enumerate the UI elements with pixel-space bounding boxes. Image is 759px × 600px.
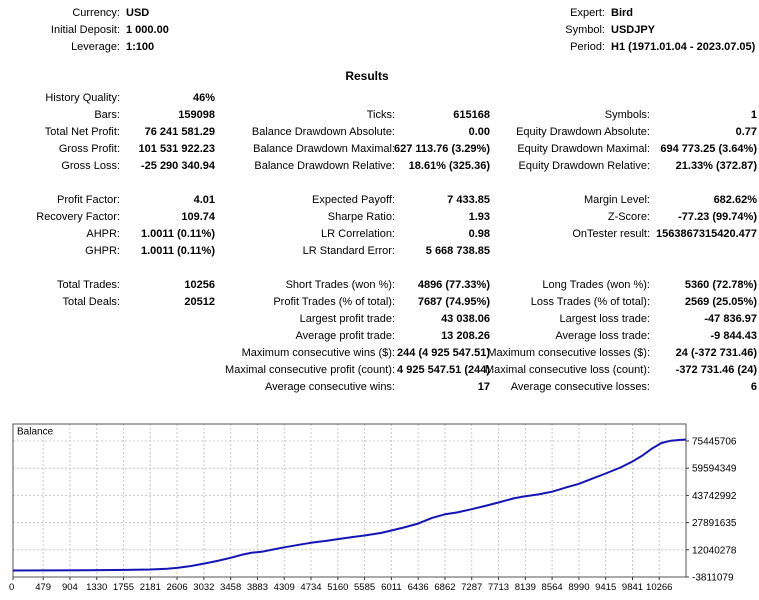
stat-value xyxy=(120,378,215,395)
stat-label: Z-Score: xyxy=(607,210,650,223)
stat-value: 101 531 922.23 xyxy=(138,142,215,155)
plot-background xyxy=(13,424,686,577)
stat-value: 1.0011 (0.11%) xyxy=(140,244,215,257)
x-axis-label: 8139 xyxy=(514,582,536,593)
stats-grid xyxy=(0,89,759,395)
stat-value: 5360 (72.78%) xyxy=(684,278,757,291)
stat-label: Gross Profit: xyxy=(58,142,120,155)
header-label: Symbol: xyxy=(565,23,605,36)
stat-label: Equity Drawdown Maximal: xyxy=(517,142,650,155)
stat-value: 7 433.85 xyxy=(447,193,490,206)
stats-row xyxy=(0,106,759,123)
stat-value xyxy=(650,89,757,106)
x-axis-label: 10266 xyxy=(646,582,673,593)
stat-label: Ticks: xyxy=(366,108,395,121)
stat-label: Recovery Factor: xyxy=(36,210,120,223)
x-axis-label: 904 xyxy=(61,582,78,593)
stat-label: Maximal consecutive profit (count): xyxy=(225,363,395,376)
stat-value: 1.0011 (0.11%) xyxy=(140,227,215,240)
chart-title: Balance xyxy=(17,426,54,438)
stat-value: 244 (4 925 547.51) xyxy=(397,346,490,359)
stat-value: -25 290 340.94 xyxy=(140,159,215,172)
stat-value: 2569 (25.05%) xyxy=(684,295,757,308)
stat-value xyxy=(120,361,215,378)
x-axis-label: 9841 xyxy=(621,582,644,593)
header-label: Leverage: xyxy=(71,40,120,53)
stat-label: Equity Drawdown Absolute: xyxy=(516,125,650,138)
header-row xyxy=(450,38,755,55)
stat-value: 0.00 xyxy=(468,125,490,138)
stat-label: Symbols: xyxy=(604,108,650,121)
stat-value: 694 773.25 (3.64%) xyxy=(660,142,757,155)
stat-label: History Quality: xyxy=(45,91,120,104)
header-label: Initial Deposit: xyxy=(50,23,120,36)
x-axis-label: 4309 xyxy=(273,582,295,593)
stat-value: 18.61% (325.36) xyxy=(408,159,490,172)
stats-row xyxy=(0,140,759,157)
stats-row xyxy=(0,208,759,225)
stat-label: Bars: xyxy=(94,108,120,121)
stats-row xyxy=(0,123,759,140)
section-spacer xyxy=(0,174,759,191)
stat-label: Maximal consecutive loss (count): xyxy=(484,363,650,376)
y-axis-label: -3811079 xyxy=(692,572,734,584)
x-axis-label: 4734 xyxy=(300,582,322,593)
balance-chart xyxy=(0,415,759,600)
stat-label: OnTester result: xyxy=(572,227,650,240)
stat-label: Balance Drawdown Maximal: xyxy=(253,142,395,155)
stat-label: Average loss trade: xyxy=(555,329,650,342)
stat-label: LR Standard Error: xyxy=(302,244,395,257)
stat-label: Maximum consecutive losses ($): xyxy=(487,346,650,359)
stat-value: 46% xyxy=(192,91,215,104)
x-axis-label: 3458 xyxy=(220,582,242,593)
x-axis-label: 8564 xyxy=(541,582,563,593)
y-axis-label: 12040278 xyxy=(692,545,737,557)
header-row xyxy=(450,4,755,21)
stat-label xyxy=(0,378,120,395)
stat-label: Maximum consecutive wins ($): xyxy=(241,346,395,359)
stats-row xyxy=(0,293,759,310)
stat-label: Short Trades (won %): xyxy=(285,278,395,291)
y-axis-label: 27891635 xyxy=(692,518,737,530)
stats-row xyxy=(0,344,759,361)
stat-label: Average consecutive losses: xyxy=(510,380,650,393)
stat-value: -47 836.97 xyxy=(704,312,757,325)
stat-label: Profit Factor: xyxy=(57,193,120,206)
stat-value: -77.23 (99.74%) xyxy=(678,210,757,223)
stat-value: 21.33% (372.87) xyxy=(675,159,757,172)
x-axis-label: 7713 xyxy=(487,582,510,593)
stat-label xyxy=(0,361,120,378)
x-axis-label: 1330 xyxy=(86,582,108,593)
stat-value xyxy=(120,327,215,344)
stat-value: 6 xyxy=(750,380,757,393)
stat-value: 1563867315420.477 xyxy=(656,227,757,240)
header-row xyxy=(450,21,755,38)
stat-label: Largest loss trade: xyxy=(559,312,650,325)
stat-label xyxy=(490,242,650,259)
stats-row xyxy=(0,242,759,259)
stat-label: Equity Drawdown Relative: xyxy=(518,159,650,172)
stat-label: Balance Drawdown Absolute: xyxy=(251,125,395,138)
stat-value: 4 925 547.51 (244) xyxy=(397,363,490,376)
x-axis-label: 479 xyxy=(35,582,52,593)
header-settings-left xyxy=(0,4,169,55)
stat-value: 627 113.76 (3.29%) xyxy=(393,142,490,155)
stat-value: 0.98 xyxy=(468,227,490,240)
stat-value: -372 731.46 (24) xyxy=(675,363,757,376)
stat-value xyxy=(120,344,215,361)
stat-label: Average profit trade: xyxy=(295,329,395,342)
stats-row xyxy=(0,327,759,344)
stat-value: -9 844.43 xyxy=(710,329,757,342)
stat-label: AHPR: xyxy=(86,227,120,240)
stat-value: 13 208.26 xyxy=(441,329,490,342)
stat-label: Margin Level: xyxy=(583,193,650,206)
stat-label: Average consecutive wins: xyxy=(264,380,395,393)
stat-label: Long Trades (won %): xyxy=(542,278,650,291)
x-axis-label: 3032 xyxy=(193,582,215,593)
header-value: H1 (1971.01.04 - 2023.07.05) xyxy=(611,40,756,53)
header-row xyxy=(0,4,169,21)
header-row xyxy=(0,38,169,55)
stat-value xyxy=(120,310,215,327)
stat-value: 7687 (74.95%) xyxy=(417,295,490,308)
stat-label: Largest profit trade: xyxy=(299,312,395,325)
stat-value: 4.01 xyxy=(193,193,215,206)
header-label: Period: xyxy=(570,40,605,53)
stat-value: 76 241 581.29 xyxy=(144,125,215,138)
stat-label: Expected Payoff: xyxy=(312,193,395,206)
results-title: Results xyxy=(345,69,389,83)
stat-value: 1 xyxy=(750,108,757,121)
stat-label xyxy=(0,310,120,327)
y-axis-label: 59594349 xyxy=(692,463,737,475)
header-value: 1:100 xyxy=(126,40,155,53)
stat-label: Total Trades: xyxy=(57,278,120,291)
stat-label: Balance Drawdown Relative: xyxy=(254,159,395,172)
y-axis-label: 75445706 xyxy=(692,436,737,448)
header-label: Currency: xyxy=(72,6,120,19)
x-axis-label: 9415 xyxy=(595,582,617,593)
stat-value: 17 xyxy=(477,380,490,393)
section-spacer xyxy=(0,259,759,276)
header-value: USD xyxy=(126,6,150,19)
stat-label: Total Net Profit: xyxy=(44,125,120,138)
stat-value xyxy=(395,89,490,106)
stat-value: 109.74 xyxy=(181,210,215,223)
stat-value: 615168 xyxy=(453,108,490,121)
stats-row xyxy=(0,310,759,327)
stats-row xyxy=(0,191,759,208)
stat-value: 43 038.06 xyxy=(441,312,490,325)
stat-label xyxy=(0,344,120,361)
stat-label: LR Correlation: xyxy=(321,227,395,240)
stats-row xyxy=(0,361,759,378)
stat-label xyxy=(215,89,395,106)
stats-row xyxy=(0,225,759,242)
stat-label: Loss Trades (% of total): xyxy=(530,295,650,308)
stat-value: 5 668 738.85 xyxy=(425,244,490,257)
x-axis-label: 6436 xyxy=(407,582,429,593)
stat-label xyxy=(0,327,120,344)
stat-value: 20512 xyxy=(184,295,215,308)
header-label: Expert: xyxy=(570,6,605,19)
header-value: Bird xyxy=(611,6,633,19)
x-axis-label: 3883 xyxy=(246,582,269,593)
stat-value: 4896 (77.33%) xyxy=(417,278,490,291)
x-axis-label: 6862 xyxy=(434,582,456,593)
x-axis-label: 2606 xyxy=(166,582,188,593)
stat-value: 682.62% xyxy=(713,193,757,206)
header-value: USDJPY xyxy=(611,23,656,36)
stat-value: 24 (-372 731.46) xyxy=(675,346,757,359)
x-axis-label: 0 xyxy=(9,582,15,593)
stat-label xyxy=(490,89,650,106)
stats-row xyxy=(0,276,759,293)
x-axis-label: 2181 xyxy=(139,582,161,593)
stats-row xyxy=(0,89,759,106)
stats-row xyxy=(0,378,759,395)
stat-value: 1.93 xyxy=(468,210,490,223)
y-axis-label: 43742992 xyxy=(692,490,737,502)
header-settings-right xyxy=(450,4,755,55)
stat-value: 10256 xyxy=(184,278,215,291)
x-axis-label: 1755 xyxy=(112,582,135,593)
stat-value: 159098 xyxy=(178,108,215,121)
header-value: 1 000.00 xyxy=(126,23,169,36)
x-axis-label: 8990 xyxy=(568,582,590,593)
stats-row xyxy=(0,157,759,174)
stat-value xyxy=(650,242,757,259)
x-axis-label: 7287 xyxy=(461,582,483,593)
x-axis-label: 6011 xyxy=(381,582,402,593)
stat-label: Total Deals: xyxy=(62,295,120,308)
header-row xyxy=(0,21,169,38)
stat-label: GHPR: xyxy=(85,244,120,257)
stat-label: Sharpe Ratio: xyxy=(327,210,395,223)
stat-label: Gross Loss: xyxy=(61,159,120,172)
stat-label: Profit Trades (% of total): xyxy=(273,295,395,308)
x-axis-label: 5585 xyxy=(354,582,376,593)
x-axis-label: 5160 xyxy=(327,582,349,593)
stat-value: 0.77 xyxy=(735,125,757,138)
